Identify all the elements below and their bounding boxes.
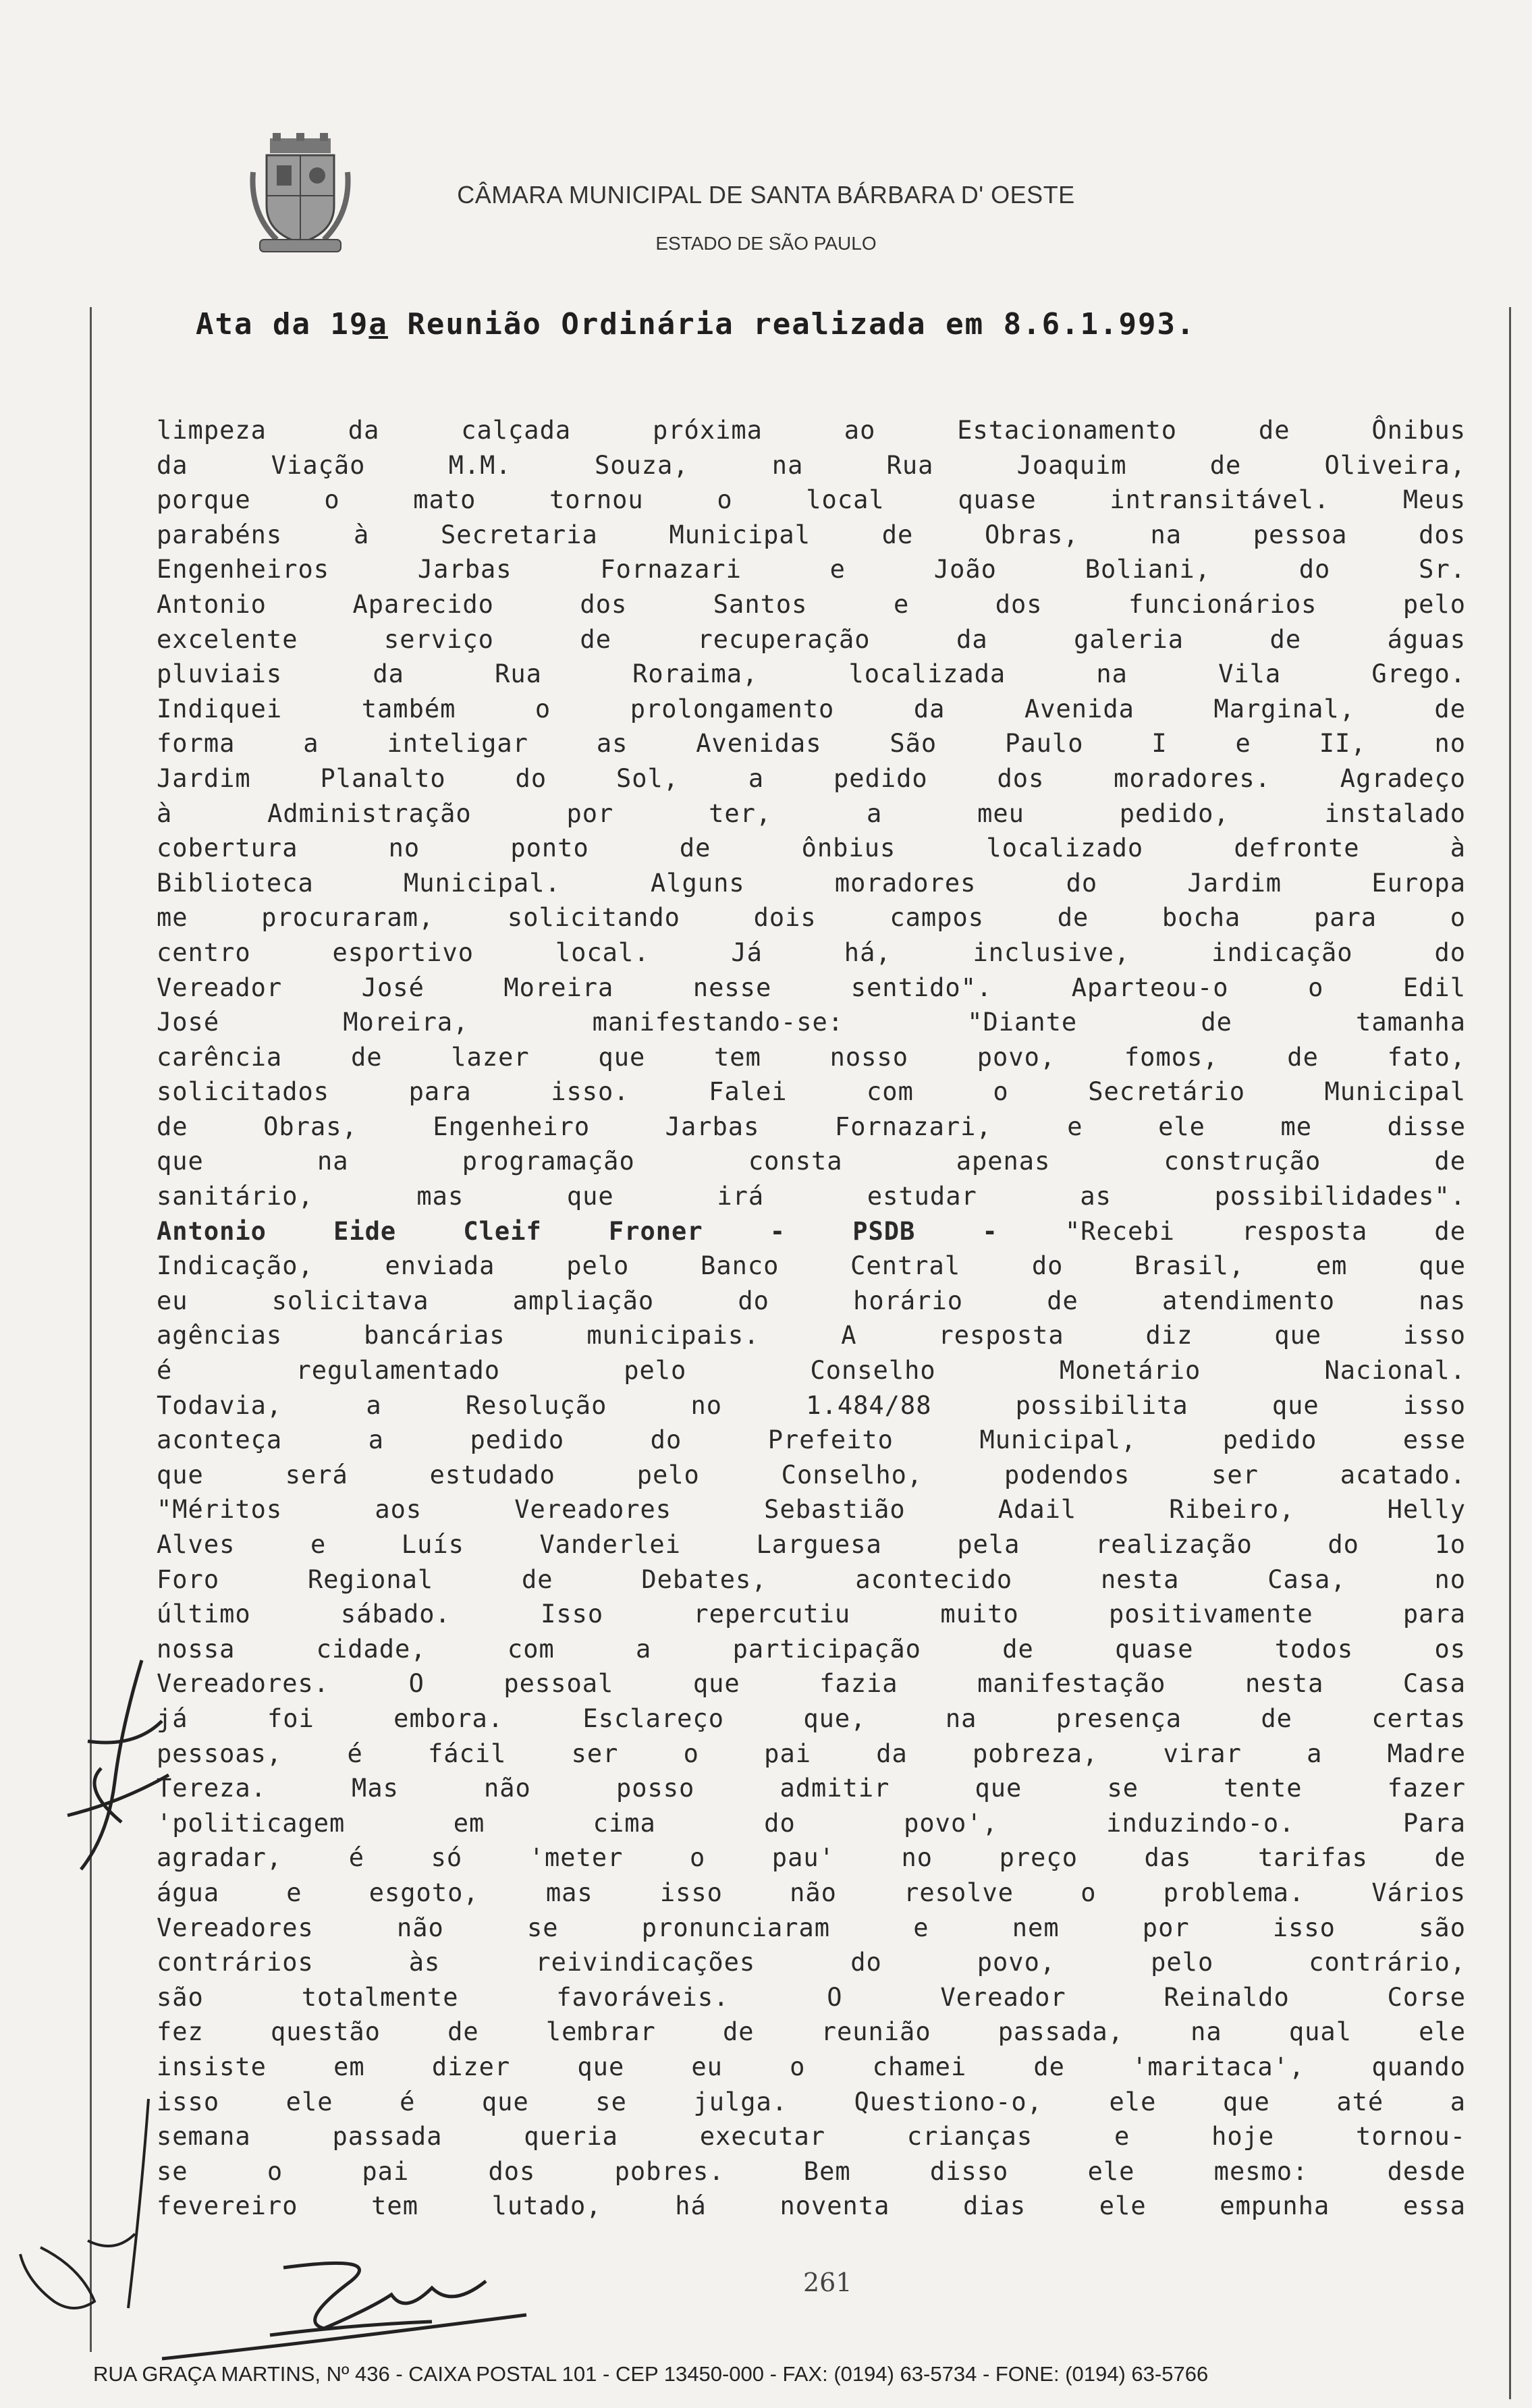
minutes-title-rest: Reunião Ordinária realizada em 8.6.1.993. [387, 307, 1196, 341]
body-line: água e esgoto, mas isso não resolve o problema. Vários [157, 1878, 1466, 1907]
signature-left-upper-icon [40, 1647, 175, 1890]
body-line: sanitário, mas que irá estudar as possibilidades". [157, 1182, 1466, 1211]
body-line: são totalmente favoráveis. O Vereador Reinaldo Corse [157, 1982, 1466, 2012]
body-line: centro esportivo local. Já há, inclusive, indicação do [157, 937, 1466, 967]
organization-name: CÂMARA MUNICIPAL DE SANTA BÁRBARA D' OESTE [457, 181, 1075, 209]
body-line: porque o mato tornou o local quase intransitável. Meus [157, 485, 1466, 515]
body-line: "Méritos aos Vereadores Sebastião Adail Ribeiro, Helly [157, 1495, 1466, 1525]
body-line: último sábado. Isso repercutiu muito positivamente para [157, 1599, 1466, 1629]
body-line: Vereadores. O pessoal que fazia manifestação nesta Casa [157, 1669, 1466, 1699]
body-line: Vereador José Moreira nesse sentido". Aparteou-o o Edil [157, 973, 1466, 1002]
body-line: é regulamentado pelo Conselho Monetário Nacional. [157, 1356, 1466, 1386]
body-line: parabéns à Secretaria Municipal de Obras, na pessoa dos [157, 520, 1466, 549]
body-line: insiste em dizer que eu o chamei de 'maritaca', quando [157, 2052, 1466, 2081]
body-line: já foi embora. Esclareço que, na presença de certas [157, 1703, 1466, 1733]
body-line: da Viação M.M. Souza, na Rua Joaquim de Oliveira, [157, 450, 1466, 480]
body-line: Antonio Aparecido dos Santos e dos funcionários pelo [157, 589, 1466, 619]
body-line: limpeza da calçada próxima ao Estacionamento de Ônibus [157, 416, 1466, 445]
body-line: Vereadores não se pronunciaram e nem por isso são [157, 1913, 1466, 1942]
body-line: Engenheiros Jarbas Fornazari e João Boliani, do Sr. [157, 555, 1466, 584]
body-line: agências bancárias municipais. A resposta diz que isso [157, 1321, 1466, 1350]
body-line: pessoas, é fácil ser o pai da pobreza, virar a Madre [157, 1739, 1466, 1768]
body-line: que na programação consta apenas construção de [157, 1147, 1466, 1176]
body-line: isso ele é que se julga. Questiono-o, ele que até a [157, 2087, 1466, 2116]
body-line: Biblioteca Municipal. Alguns moradores do Jardim Europa [157, 868, 1466, 898]
body-line: carência de lazer que tem nosso povo, fomos, de fato, [157, 1042, 1466, 1072]
body-line: agradar, é só 'meter o pau' no preço das tarifas de [157, 1843, 1466, 1873]
body-line: Indicação, enviada pelo Banco Central do Brasil, em que [157, 1251, 1466, 1281]
body-line: aconteça a pedido do Prefeito Municipal, pedido esse [157, 1425, 1466, 1455]
minutes-title-ordinal: a [368, 307, 388, 341]
left-margin-rule [90, 307, 92, 2352]
body-line: Antonio Eide Cleif Froner - PSDB - "Recebi resposta de [157, 1216, 1466, 1246]
body-line: pluviais da Rua Roraima, localizada na Vila Grego. [157, 659, 1466, 689]
body-line: excelente serviço de recuperação da galeria de águas [157, 624, 1466, 654]
body-line: 'politicagem em cima do povo', induzindo-o. Para [157, 1808, 1466, 1838]
minutes-title [196, 307, 1196, 341]
body-line: solicitados para isso. Falei com o Secretário Municipal [157, 1077, 1466, 1107]
body-line: me procuraram, solicitando dois campos de bocha para o [157, 903, 1466, 933]
letterhead-footer: RUA GRAÇA MARTINS, Nº 436 - CAIXA POSTAL 101 - CEP 13450-000 - FAX: (0194) 63-5734 - FONE: (0194) 63-5766 [93, 2362, 1209, 2386]
speaker-name: Antonio Eide Cleif Froner - PSDB - [157, 1216, 998, 1246]
body-line: Tereza. Mas não posso admitir que se tente fazer [157, 1774, 1466, 1803]
body-line: à Administração por ter, a meu pedido, instalado [157, 798, 1466, 828]
body-line: que será estudado pelo Conselho, podendos ser acatado. [157, 1460, 1466, 1489]
body-line: fevereiro tem lutado, há noventa dias ele empunha essa [157, 2191, 1466, 2221]
body-line: se o pai dos pobres. Bem disso ele mesmo: desde [157, 2156, 1466, 2186]
organization-state: ESTADO DE SÃO PAULO [655, 233, 877, 254]
body-line: de Obras, Engenheiro Jarbas Fornazari, e ele me disse [157, 1112, 1466, 1141]
body-line: contrários às reivindicações do povo, pelo contrário, [157, 1948, 1466, 1977]
signature-bottom-icon [148, 2241, 553, 2369]
body-line: forma a inteligar as Avenidas São Paulo I e II, no [157, 729, 1466, 759]
page-number: 261 [803, 2268, 852, 2297]
body-line: José Moreira, manifestando-se: "Diante de tamanha [157, 1008, 1466, 1037]
minutes-body [157, 413, 1466, 2224]
body-line: nossa cidade, com a participação de quase todos os [157, 1634, 1466, 1664]
body-line: Alves e Luís Vanderlei Larguesa pela realização do 1o [157, 1530, 1466, 1559]
body-line: semana passada queria executar crianças e hoje tornou- [157, 2122, 1466, 2152]
body-line: Foro Regional de Debates, acontecido nesta Casa, no [157, 1564, 1466, 1594]
body-line: Indiquei também o prolongamento da Avenida Marginal, de [157, 694, 1466, 723]
body-line: eu solicitava ampliação do horário de atendimento nas [157, 1286, 1466, 1315]
right-margin-rule [1509, 307, 1511, 2399]
body-line: cobertura no ponto de ônbius localizado defronte à [157, 833, 1466, 863]
body-line: fez questão de lembrar de reunião passada, na qual ele [157, 2017, 1466, 2047]
body-line: Todavia, a Resolução no 1.484/88 possibilita que isso [157, 1390, 1466, 1420]
minutes-title-prefix: Ata da 19 [196, 307, 369, 341]
body-line: Jardim Planalto do Sol, a pedido dos moradores. Agradeço [157, 763, 1466, 793]
